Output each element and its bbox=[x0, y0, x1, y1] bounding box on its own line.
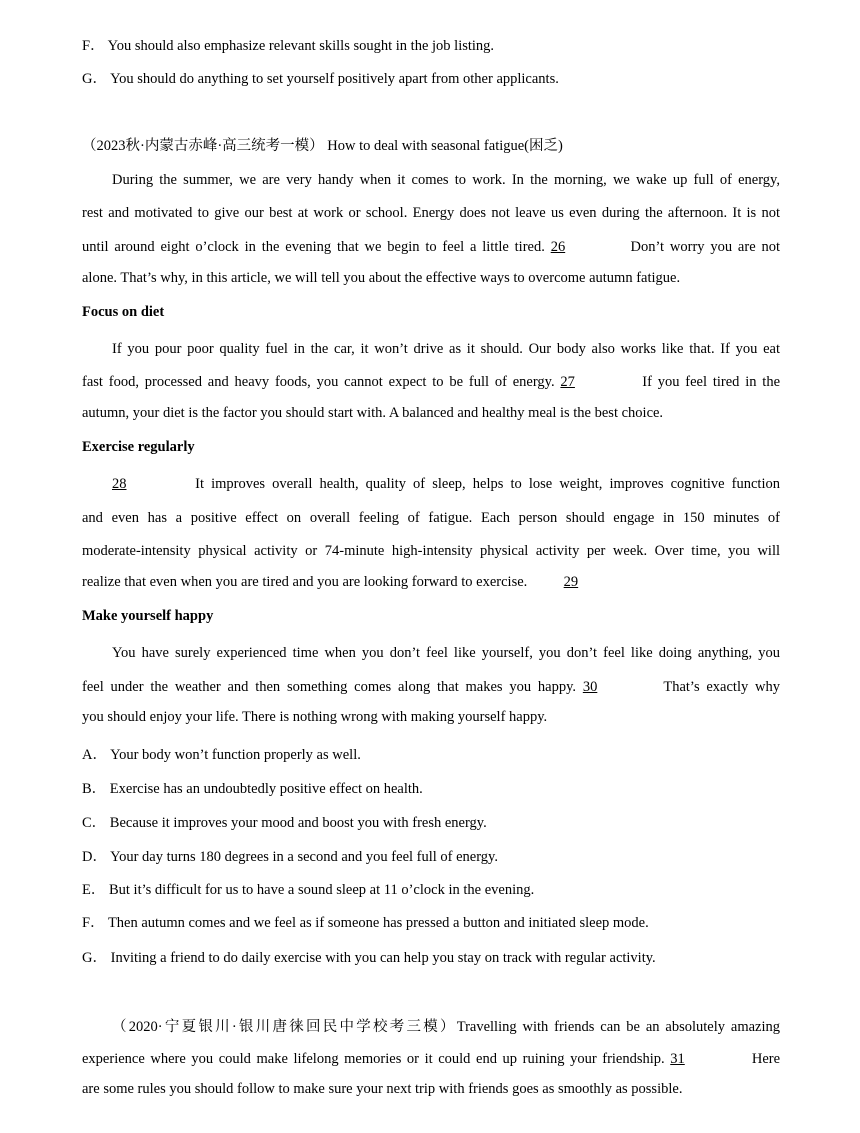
option-letter: F． bbox=[82, 915, 105, 931]
option-b bbox=[82, 777, 780, 798]
option-letter: F． bbox=[82, 38, 105, 54]
blank-31: 31 bbox=[670, 1051, 685, 1067]
option-text: Because it improves your mood and boost you with fresh energy. bbox=[109, 815, 487, 831]
p1-line1: During the summer, we are very handy when it comes to work. In the morning, we wake up full of energy, bbox=[112, 172, 780, 188]
option-letter: B． bbox=[82, 781, 107, 797]
passage2-line3: are some rules you should follow to make sure your next trip with friends goes as smoothly as possible. bbox=[82, 1081, 683, 1097]
blank-29: 29 bbox=[563, 574, 579, 590]
p4-line2 bbox=[82, 679, 780, 696]
option-text: You should also emphasize relevant skills sought in the job listing. bbox=[107, 38, 495, 54]
p1-line4: alone. That’s why, in this article, we will tell you about the effective ways to overcome autumn fatigue. bbox=[82, 270, 681, 286]
blank-26: 26 bbox=[550, 239, 566, 255]
passage2-source: （2020·宁夏银川·银川唐徕回民中学校考三模） bbox=[112, 1019, 457, 1035]
option-letter: G． bbox=[82, 950, 107, 966]
heading-make-yourself-happy: Make yourself happy bbox=[82, 608, 214, 624]
option-f-prev bbox=[82, 34, 780, 55]
p4-line3: you should enjoy your life. There is nothing wrong with making yourself happy. bbox=[82, 709, 548, 725]
passage2-line2-tail: Here bbox=[751, 1051, 781, 1067]
p3-line4-text: realize that even when you are tired and you are looking forward to exercise. bbox=[82, 574, 528, 590]
passage2-line2 bbox=[82, 1051, 780, 1068]
option-letter: C． bbox=[82, 815, 107, 831]
p1-line2: rest and motivated to give our best at work or school. Energy does not leave us even during the afternoon. It is not bbox=[82, 205, 780, 221]
p2-line2-tail: If you feel tired in the bbox=[642, 374, 781, 390]
option-letter: A． bbox=[82, 747, 107, 763]
option-c bbox=[82, 811, 780, 832]
heading-exercise-regularly: Exercise regularly bbox=[82, 439, 195, 455]
p3-line3: moderate-intensity physical activity or 74-minute high-intensity physical activity per week. Over time, you will bbox=[82, 543, 780, 559]
p3-line2: and even has a positive effect on overall feeling of fatigue. Each person should engage in 150 minutes of bbox=[82, 510, 780, 526]
option-text: Your day turns 180 degrees in a second and you feel full of energy. bbox=[110, 849, 498, 865]
option-f bbox=[82, 911, 780, 932]
p3-line4 bbox=[82, 574, 780, 591]
blank-27: 27 bbox=[560, 374, 575, 390]
option-text: Your body won’t function properly as well. bbox=[110, 747, 361, 763]
passage1-source: （2023秋·内蒙古赤峰·高三统考一模） bbox=[82, 138, 324, 154]
option-text: Then autumn comes and we feel as if someone has pressed a button and initiated sleep mode. bbox=[107, 915, 649, 931]
p1-line3-text: until around eight o’clock in the evening that we begin to feel a little tired. bbox=[82, 239, 545, 255]
p4-line1: You have surely experienced time when you don’t feel like yourself, you don’t feel like doing anything, you bbox=[112, 645, 780, 661]
option-a bbox=[82, 743, 780, 764]
passage2-line2-text: experience where you could make lifelong memories or it could end up ruining your friendship. bbox=[82, 1051, 665, 1067]
option-letter: G． bbox=[82, 71, 107, 87]
passage2-line1 bbox=[112, 1015, 780, 1036]
option-g-prev bbox=[82, 67, 780, 88]
option-d bbox=[82, 845, 780, 866]
option-text: Inviting a friend to do daily exercise with you can help you stay on track with regular activity. bbox=[110, 950, 656, 966]
p1-line3 bbox=[82, 239, 780, 256]
blank-28: 28 bbox=[112, 476, 127, 492]
passage2-line1-text: Travelling with friends can be an absolutely amazing bbox=[456, 1019, 780, 1035]
option-letter: D． bbox=[82, 849, 107, 865]
p3-line1-text: It improves overall health, quality of sleep, helps to lose weight, improves cognitive function bbox=[195, 476, 780, 492]
passage1-title: How to deal with seasonal fatigue(困乏) bbox=[327, 138, 563, 154]
p2-line2 bbox=[82, 374, 780, 391]
option-text: Exercise has an undoubtedly positive effect on health. bbox=[109, 781, 423, 797]
p2-line3: autumn, your diet is the factor you should start with. A balanced and healthy meal is the best choice. bbox=[82, 405, 664, 421]
p4-line2-text: feel under the weather and then something comes along that makes you happy. bbox=[82, 679, 577, 695]
option-g bbox=[82, 946, 780, 967]
blank-30: 30 bbox=[582, 679, 598, 695]
p2-line2-text: fast food, processed and heavy foods, you cannot expect to be full of energy. bbox=[82, 374, 555, 390]
heading-focus-on-diet: Focus on diet bbox=[82, 304, 165, 320]
option-letter: E． bbox=[82, 882, 106, 898]
option-e bbox=[82, 878, 780, 899]
option-text: You should do anything to set yourself positively apart from other applicants. bbox=[110, 71, 559, 87]
p2-line1: If you pour poor quality fuel in the car, it won’t drive as it should. Our body also works like that. If you eat bbox=[112, 341, 780, 357]
p3-line1 bbox=[112, 476, 780, 493]
p4-line2-tail: That’s exactly why bbox=[663, 679, 780, 695]
p1-line3-tail: Don’t worry you are not bbox=[630, 239, 780, 255]
option-text: But it’s difficult for us to have a sound sleep at 11 o’clock in the evening. bbox=[108, 882, 535, 898]
passage1-header bbox=[82, 134, 780, 155]
